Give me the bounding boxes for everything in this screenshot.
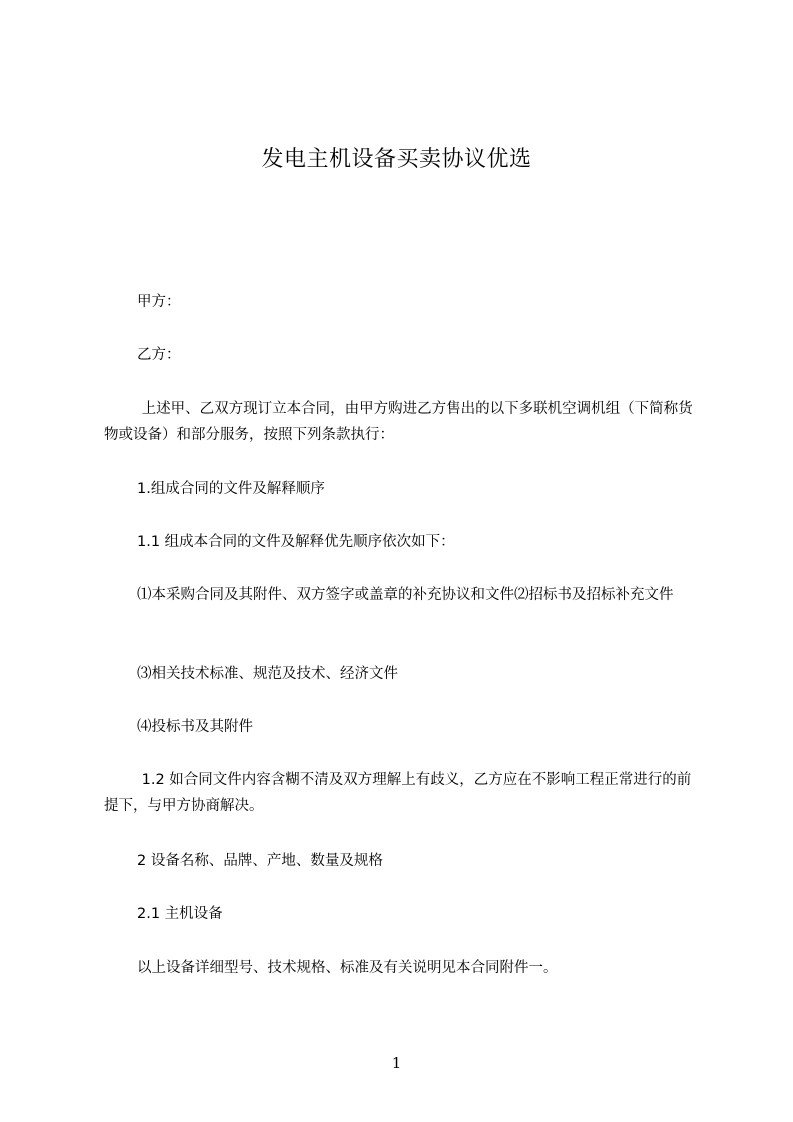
intro-paragraph: 上述甲、乙双方现订立本合同，由甲方购进乙方售出的以下多联机空调机组（下简称货物或设备）和部分服务，按照下列条款执行： bbox=[104, 401, 693, 443]
list-item-1-2: ⑴本采购合同及其附件、双方签字或盖章的补充协议和文件⑵招标书及招标补充文件 bbox=[137, 587, 674, 603]
list-item-3: ⑶相关技术标准、规范及技术、经济文件 bbox=[137, 666, 398, 682]
document-title: 发电主机设备买卖协议优选 bbox=[261, 147, 532, 172]
section-1-1-heading: 1.1 组成本合同的文件及解释优先顺序依次如下： bbox=[137, 534, 455, 550]
party-b-line: 乙方： bbox=[137, 347, 181, 363]
appendix-note: 以上设备详细型号、技术规格、标准及有关说明见本合同附件一。 bbox=[137, 960, 558, 976]
party-a-line: 甲方： bbox=[137, 294, 181, 310]
section-2-heading: 2 设备名称、品牌、产地、数量及规格 bbox=[137, 853, 383, 869]
section-1-heading: 1.组成合同的文件及解释顺序 bbox=[137, 481, 325, 497]
page-number: 1 bbox=[391, 1054, 402, 1072]
list-item-4: ⑷投标书及其附件 bbox=[137, 719, 253, 735]
section-1-2-paragraph: 1.2 如合同文件内容含糊不清及双方理解上有歧义，乙方应在不影响工程正常进行的前提下，与甲方协商解决。 bbox=[104, 772, 692, 814]
section-2-1-heading: 2.1 主机设备 bbox=[137, 906, 223, 922]
